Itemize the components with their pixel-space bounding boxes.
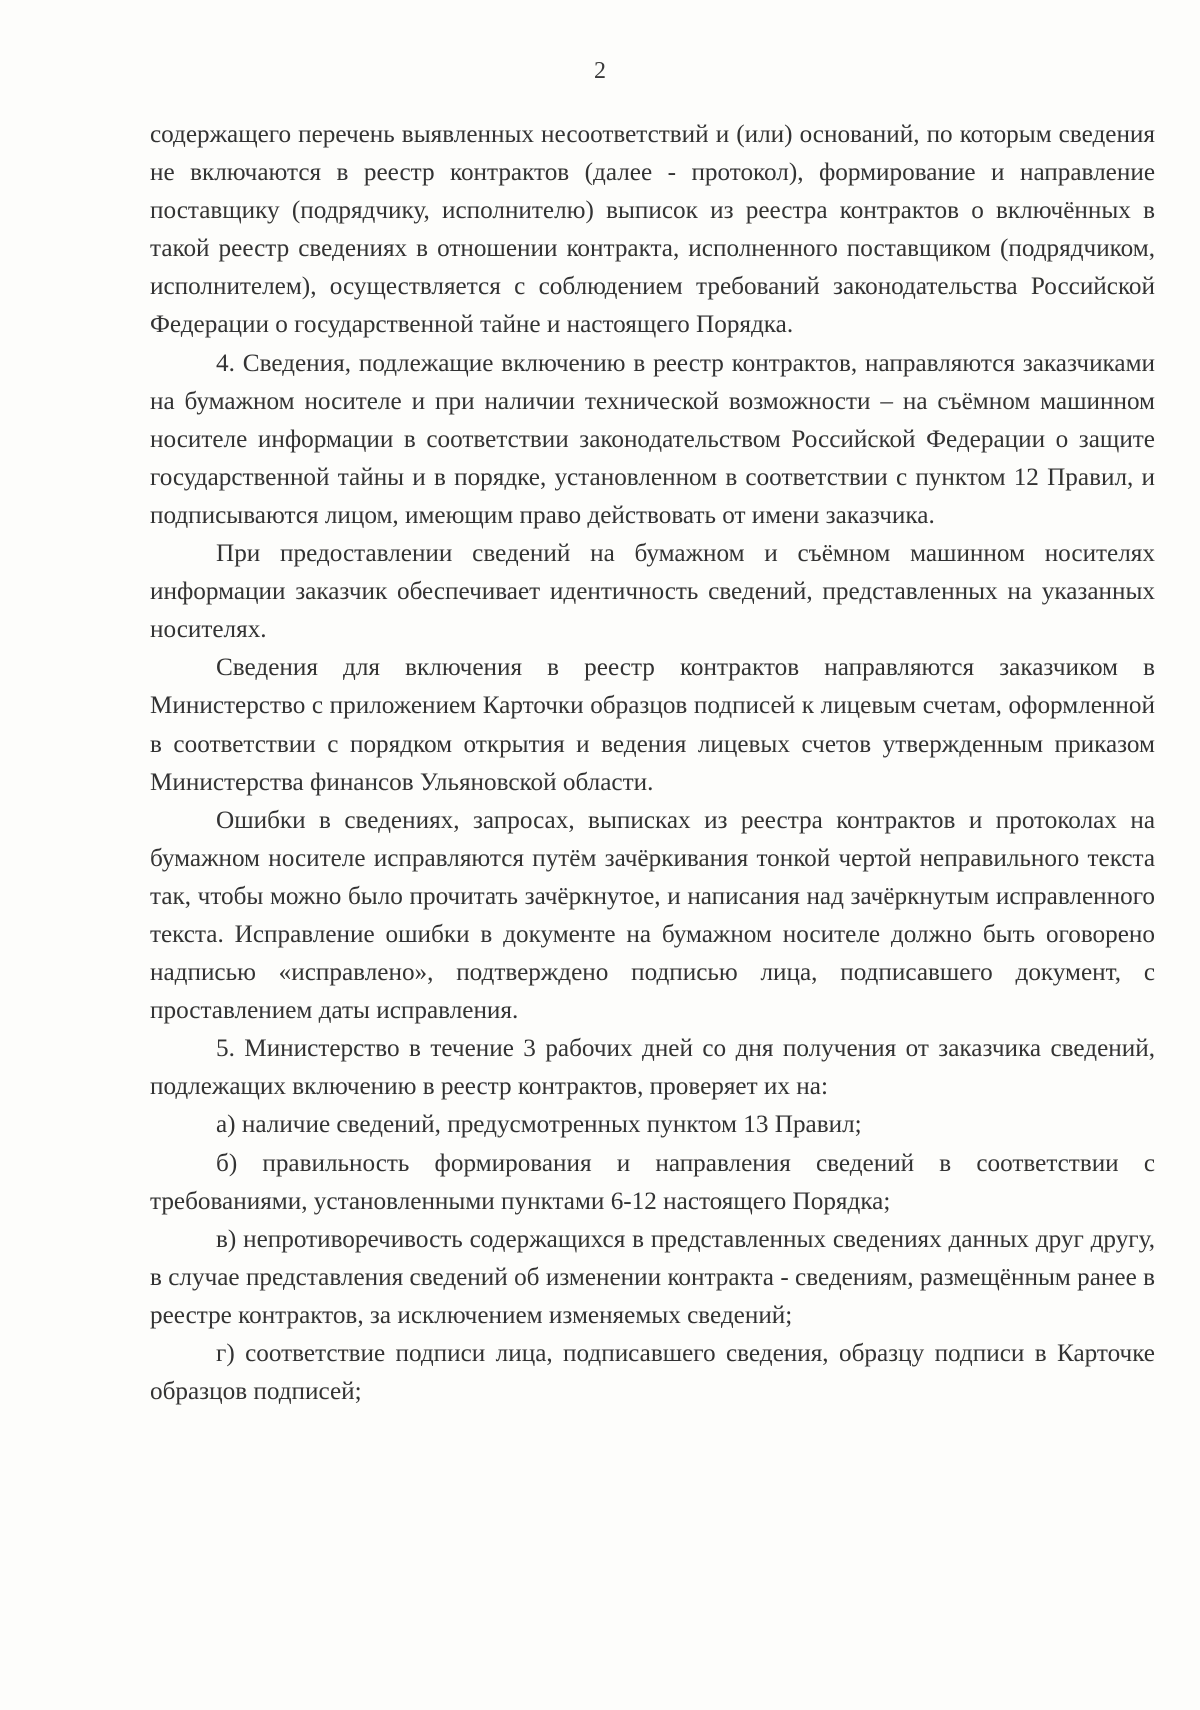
document-body	[150, 116, 1155, 1411]
subitem-v: в) непротиворечивость содержащихся в представленных сведениях данных друг другу, в случае представления сведений об изменении контракта - сведениям, размещённым ранее в реестре контрактов, за исключением изменяемых сведений;	[150, 1225, 1155, 1329]
paragraph-media-identity: При предоставлении сведений на бумажном и съёмном машинном носителях информации заказчик обеспечивает идентичность сведений, представленных на указанных носителях.	[150, 540, 1155, 644]
page-number: 2	[594, 58, 606, 84]
paragraph-continuation: содержащего перечень выявленных несоответствий и (или) оснований, по которым сведения не включаются в реестр контрактов (далее - протокол), формирование и направление поставщику (подрядчику, исполнителю) выписок из реестра контрактов о включённых в такой реестр сведениях в отношении контракта, исполненного поставщиком (подрядчиком, исполнителем), осуществляется с соблюдением требований законодательства Российской Федерации о государственной тайне и настоящего Порядка.	[150, 121, 1155, 339]
paragraph-item-4: 4. Сведения, подлежащие включению в реестр контрактов, направляются заказчиками на бумажном носителе и при наличии технической возможности – на съёмном машинном носителе информации в соответствии законодательством Российской Федерации о защите государственной тайны и в порядке, установленном в соответствии с пунктом 12 Правил, и подписываются лицом, имеющим право действовать от имени заказчика.	[150, 349, 1155, 529]
paragraph-submission: Сведения для включения в реестр контрактов направляются заказчиком в Министерство с приложением Карточки образцов подписей к лицевым счетам, оформленной в соответствии с порядком открытия и ведения лицевых счетов утвержденным приказом Министерства финансов Ульяновской области.	[150, 654, 1155, 796]
paragraph-error-correction: Ошибки в сведениях, запросах, выписках из реестра контрактов и протоколах на бумажном носителе исправляются путём зачёркивания тонкой чертой неправильного текста так, чтобы можно было прочитать зачёркнутое, и написания над зачёркнутым исправленного текста. Исправление ошибки в документе на бумажном носителе должно быть оговорено надписью «исправлено», подтверждено подписью лица, подписавшего документ, с проставлением даты исправления.	[150, 806, 1155, 1025]
subitem-a: а) наличие сведений, предусмотренных пунктом 13 Правил;	[216, 1111, 862, 1139]
subitem-g: г) соответствие подписи лица, подписавшего сведения, образцу подписи в Карточке образцов подписей;	[150, 1340, 1155, 1406]
subitem-b: б) правильность формирования и направления сведений в соответствии с требованиями, установленными пунктами 6-12 настоящего Порядка;	[150, 1149, 1155, 1215]
paragraph-item-5: 5. Министерство в течение 3 рабочих дней со дня получения от заказчика сведений, подлежащих включению в реестр контрактов, проверяет их на:	[150, 1035, 1155, 1101]
